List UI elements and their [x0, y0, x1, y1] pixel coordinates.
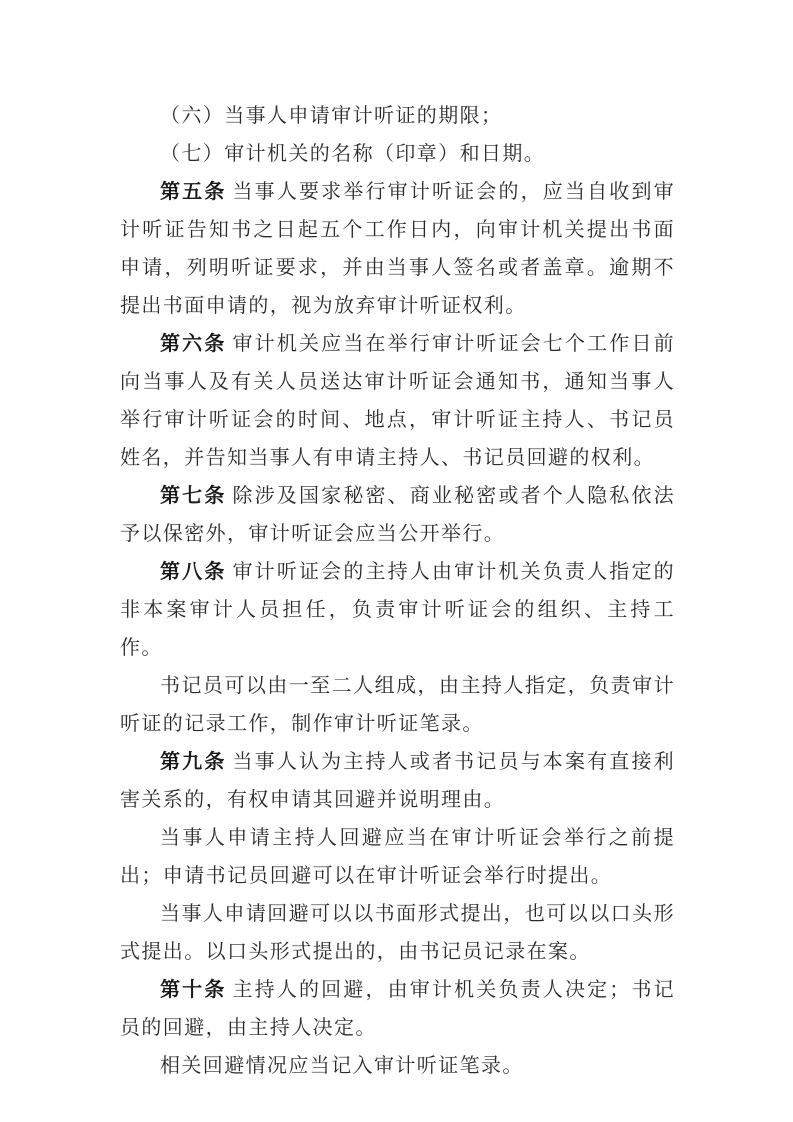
article-number: 第十条: [160, 977, 227, 1001]
paragraph: [120, 134, 675, 172]
document-page: [120, 96, 675, 1084]
paragraph-text: 当事人申请主持人回避应当在审计听证会举行之前提出；申请书记员回避可以在审计听证会举行时提出。: [120, 825, 675, 887]
paragraph: [120, 1046, 675, 1084]
paragraph-text: 除涉及国家秘密、商业秘密或者个人隐私依法予以保密外，审计听证会应当公开举行。: [120, 483, 676, 545]
paragraph: [120, 818, 675, 894]
article-number: 第五条: [160, 179, 227, 203]
article-number: 第六条: [160, 331, 227, 355]
paragraph-text: 审计机关应当在举行审计听证会七个工作日前向当事人及有关人员送达审计听证会通知书，通知当事人举行审计听证会的时间、地点，审计听证主持人、书记员姓名，并告知当事人有申请主持人、书记员回避的权利。: [120, 331, 676, 469]
paragraph: [120, 970, 675, 1046]
paragraph-text: （七）审计机关的名称（印章）和日期。: [160, 141, 546, 165]
paragraph: [120, 894, 675, 970]
paragraph-text: 书记员可以由一至二人组成，由主持人指定，负责审计听证的记录工作，制作审计听证笔录。: [120, 673, 675, 735]
paragraph: [120, 666, 675, 742]
paragraph: [120, 324, 675, 476]
paragraph: [120, 552, 675, 666]
paragraph-text: 相关回避情况应当记入审计听证笔录。: [160, 1053, 524, 1077]
paragraph-text: 当事人要求举行审计听证会的，应当自收到审计听证告知书之日起五个工作日内，向审计机关提出书面申请，列明听证要求，并由当事人签名或者盖章。逾期不提出书面申请的，视为放弃审计听证权利。: [120, 179, 676, 317]
paragraph: [120, 172, 675, 324]
paragraph: [120, 742, 675, 818]
paragraph-text: 审计听证会的主持人由审计机关负责人指定的非本案审计人员担任，负责审计听证会的组织、主持工作。: [120, 559, 676, 659]
paragraph-text: 当事人认为主持人或者书记员与本案有直接利害关系的，有权申请其回避并说明理由。: [120, 749, 676, 811]
paragraph: [120, 96, 675, 134]
article-number: 第七条: [160, 483, 227, 507]
paragraph-text: （六）当事人申请审计听证的期限；: [160, 103, 503, 127]
paragraph-text: 当事人申请回避可以以书面形式提出，也可以以口头形式提出。以口头形式提出的，由书记员记录在案。: [120, 901, 675, 963]
paragraph: [120, 476, 675, 552]
article-number: 第八条: [160, 559, 227, 583]
paragraph-text: 主持人的回避，由审计机关负责人决定；书记员的回避，由主持人决定。: [120, 977, 676, 1039]
article-number: 第九条: [160, 749, 227, 773]
